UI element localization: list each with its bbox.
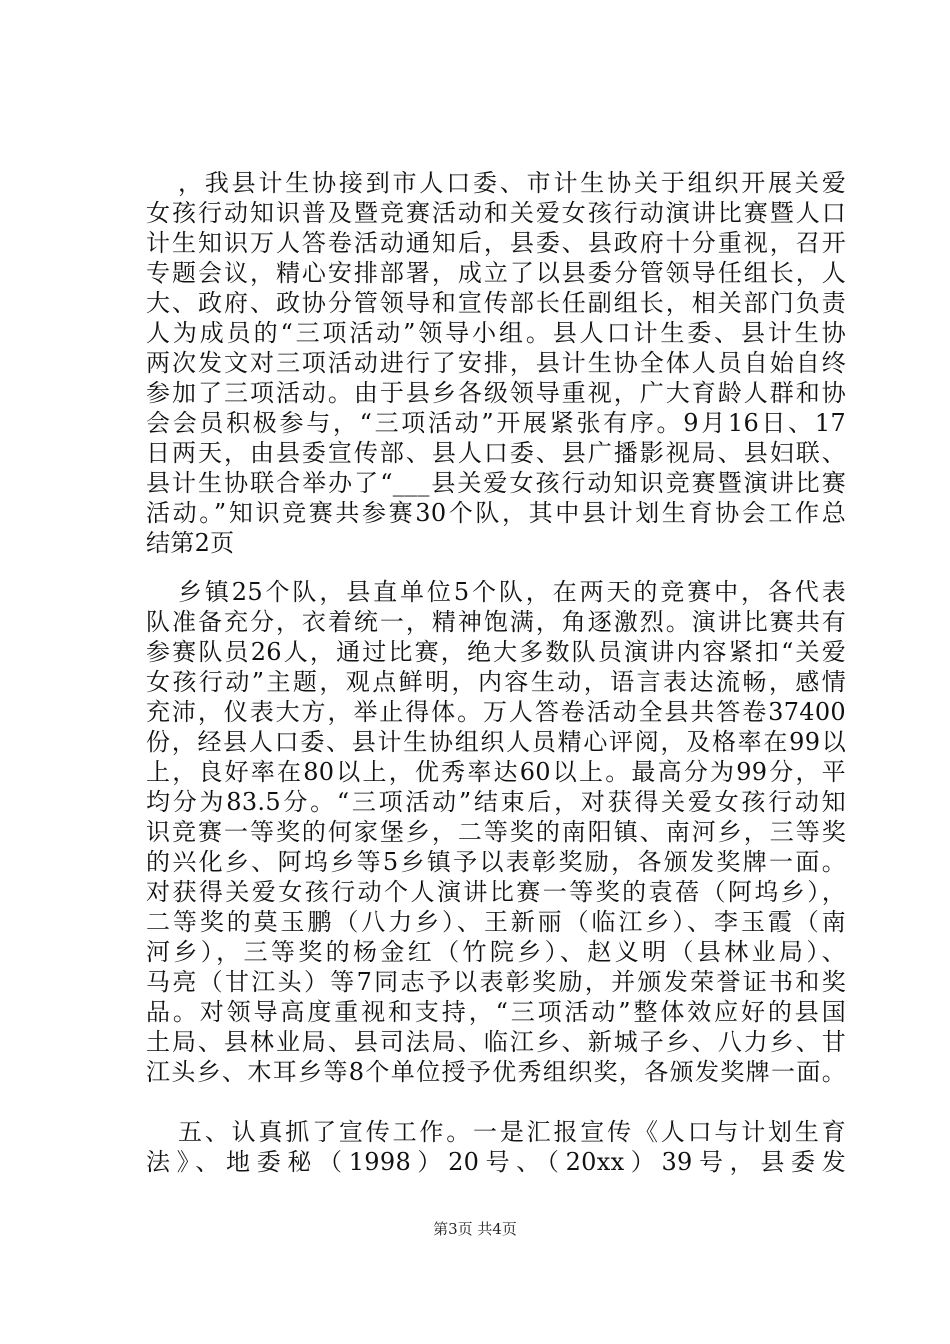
page-footer: 第3页 共4页 — [433, 1220, 517, 1238]
text-line: 充沛，仪表大方，举止得体。万人答卷活动全县共答卷37400 — [146, 698, 846, 726]
text-line: 品。对领导高度重视和支持，“三项活动”整体效应好的县国 — [146, 998, 846, 1026]
text-line: 的兴化乡、阿坞乡等5乡镇予以表彰奖励，各颁发奖牌一面。 — [146, 848, 846, 876]
paragraph-1 — [146, 168, 846, 558]
text-line: 参加了三项活动。由于县乡各级领导重视，广大育龄人群和协 — [146, 379, 846, 407]
text-line: 江头乡、木耳乡等8个单位授予优秀组织奖，各颁发奖牌一面。 — [146, 1058, 846, 1086]
text-line: 大、政府、政协分管领导和宣传部长任副组长，相关部门负责 — [146, 289, 846, 317]
text-line: ，我县计生协接到市人口委、市计生协关于组织开展关爱 — [178, 169, 846, 197]
text-line: 均分为83.5分。“三项活动”结束后，对获得关爱女孩行动知 — [146, 788, 846, 816]
text-line: 五、认真抓了宣传工作。一是汇报宣传《人口与计划生育 — [178, 1118, 846, 1146]
text-line: 专题会议，精心安排部署，成立了以县委分管领导任组长，人 — [146, 259, 846, 287]
text-line: 份，经县人口委、县计生协组织人员精心评阅，及格率在99以 — [146, 728, 846, 756]
text-line: 上，良好率在80以上，优秀率达60以上。最高分为99分，平 — [146, 758, 846, 786]
paragraph-2 — [146, 577, 846, 1087]
text-line: 识竞赛一等奖的何家堡乡，二等奖的南阳镇、南河乡，三等奖 — [146, 818, 846, 846]
text-line: 河乡），三等奖的杨金红（竹院乡）、赵义明（县林业局）、 — [146, 938, 846, 966]
text-line: 活动。”知识竞赛共参赛30个队，其中县计划生育协会工作总 — [146, 499, 846, 527]
text-line: 参赛队员26人，通过比赛，绝大多数队员演讲内容紧扣“关爱 — [146, 638, 846, 666]
text-line: 对获得关爱女孩行动个人演讲比赛一等奖的袁蓓（阿坞乡）， — [146, 878, 846, 906]
text-line: 日两天，由县委宣传部、县人口委、县广播影视局、县妇联、 — [146, 439, 846, 467]
text-line: 法》、地委秘（1998）20号、（20xx）39号，县委发 — [146, 1148, 846, 1176]
text-line: 女孩行动”主题，观点鲜明，内容生动，语言表达流畅，感情 — [146, 668, 846, 696]
text-line: 两次发文对三项活动进行了安排，县计生协全体人员自始自终 — [146, 349, 846, 377]
text-line: 马亮（甘江头）等7同志予以表彰奖励，并颁发荣誉证书和奖 — [146, 968, 846, 996]
text-line: 女孩行动知识普及暨竞赛活动和关爱女孩行动演讲比赛暨人口 — [146, 199, 846, 227]
text-line: 土局、县林业局、县司法局、临江乡、新城子乡、八力乡、甘 — [146, 1028, 846, 1056]
text-line: 会会员积极参与，“三项活动”开展紧张有序。9月16日、17 — [146, 409, 846, 437]
paragraph-3 — [146, 1117, 846, 1177]
text-line: 队准备充分，衣着统一，精神饱满，角逐激烈。演讲比赛共有 — [146, 608, 846, 636]
text-line: 二等奖的莫玉鹏（八力乡）、王新丽（临江乡）、李玉霞（南 — [146, 908, 846, 936]
text-line: 县计生协联合举办了“___县关爱女孩行动知识竞赛暨演讲比赛 — [146, 469, 846, 497]
text-line: 乡镇25个队，县直单位5个队，在两天的竞赛中，各代表 — [178, 578, 846, 606]
text-line: 计生知识万人答卷活动通知后，县委、县政府十分重视，召开 — [146, 229, 846, 257]
text-line: 人为成员的“三项活动”领导小组。县人口计生委、县计生协 — [146, 319, 846, 347]
text-line: 结第2页 — [146, 529, 235, 557]
